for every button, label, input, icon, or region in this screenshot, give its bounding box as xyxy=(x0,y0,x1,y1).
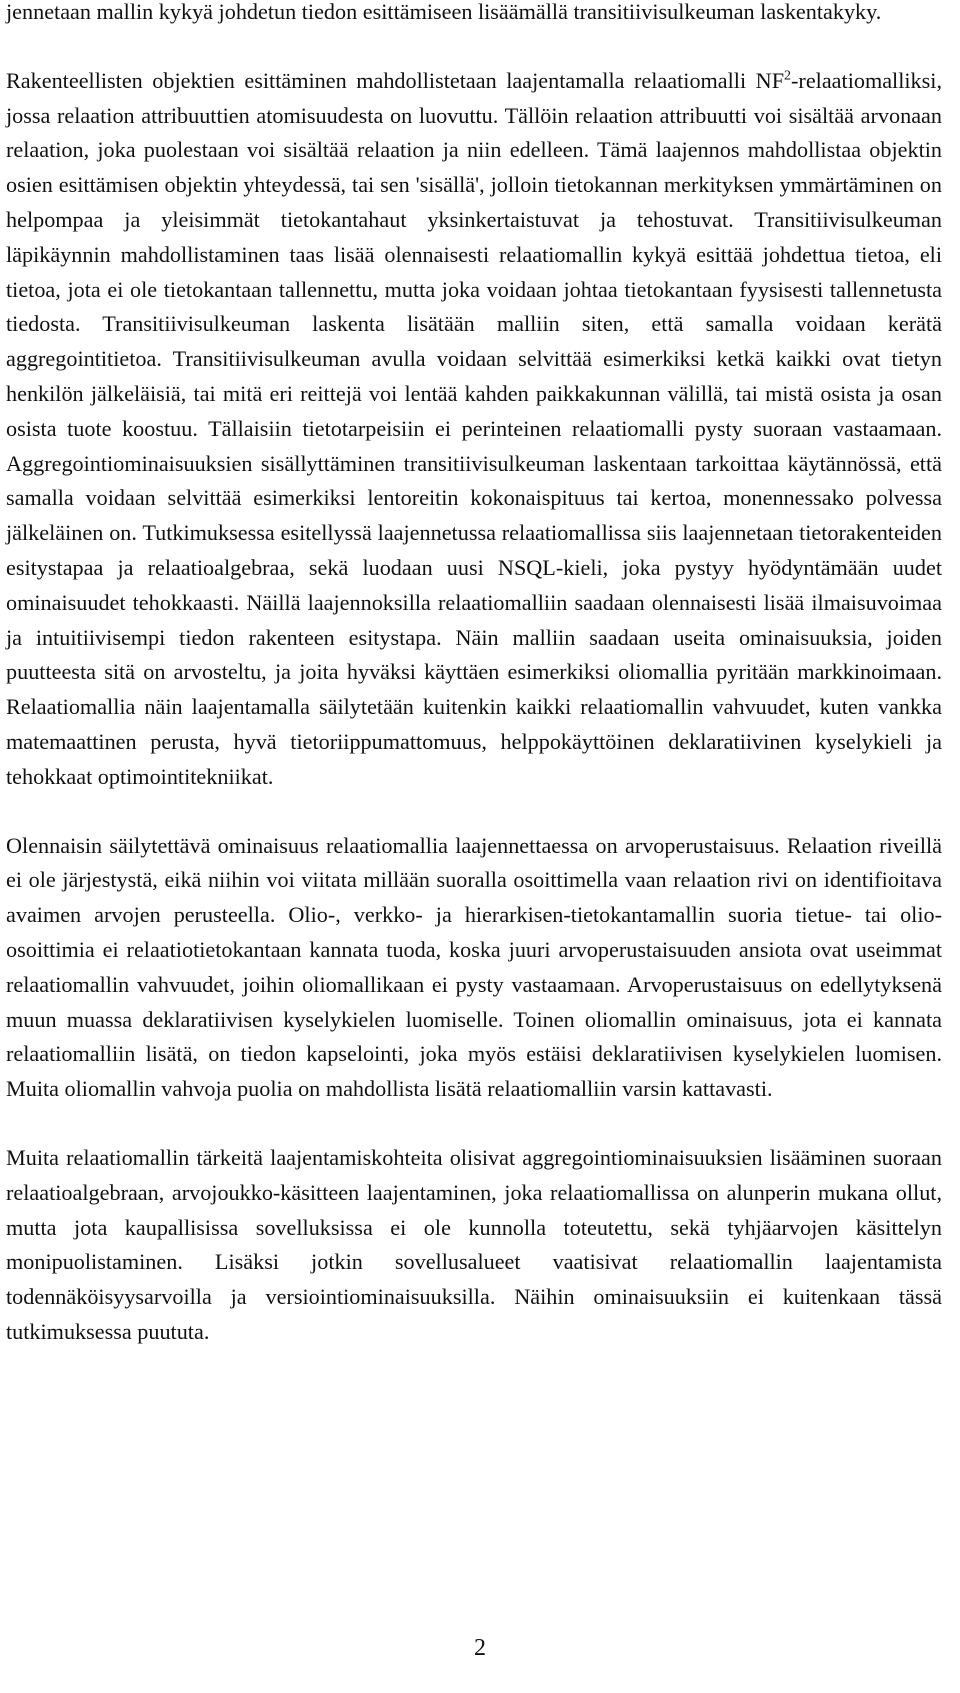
paragraph-1: jennetaan mallin kykyä johdetun tiedon esittämiseen lisäämällä transitiivisulkeuman laskentakyky. xyxy=(6,0,882,24)
paragraph-4: Muita relaatiomallin tärkeitä laajentamiskohteita olisivat aggregointiominaisuuksien lisääminen suoraan relaatioalgebraan, arvojoukko-käsitteen laajentaminen, joka relaatiomallissa on alunperin mukana ollut, mutta jota kaupallisissa sovelluksissa ei ole kunnolla toteutettu, sekä tyhjäarvojen käsittelyn monipuolistaminen. Lisäksi jotkin sovellusalueet vaatisivat relaatiomallin laajentamista todennäköisyysarvoilla ja versiointiominaisuuksilla. Näihin ominaisuuksiin ei kuitenkaan tässä tutkimuksessa puututa. xyxy=(6,1144,942,1344)
paragraph-spacer xyxy=(6,30,942,64)
page-number: 2 xyxy=(474,1635,486,1661)
paragraph-3: Olennaisin säilytettävä ominaisuus relaatiomallia laajennettaessa on arvoperustaisuus. Relaation riveillä ei ole järjestystä, eikä niihin voi viitata millään suoralla osoittimella vaan relaation rivi on identifioitava avaimen arvojen perusteella. Olio-, verkko- ja hierarkisen-tietokantamallin suoria tietue- tai olio-osoittimia ei relaatiotietokantaan kannata tuoda, koska juuri arvoperustaisuuden ansiota ovat useimmat relaatiomallin vahvuudet, joihin oliomallikaan ei pysty vastaamaan. Arvoperustaisuus on edellytyksenä muun muassa deklaratiivisen kyselykielen luomiselle. Toinen oliomallin ominaisuus, jota ei kannata relaatiomalliin lisätä, on tiedon kapselointi, joka myös estäisi deklaratiivisen kyselykielen luomisen. Muita oliomallin vahvoja puolia on mahdollista lisätä relaatiomalliin varsin kattavasti. xyxy=(6,832,942,1102)
paragraph-2-body: -relaatiomalliksi, jossa relaation attribuuttien atomisuudesta on luovuttu. Tällöin relaation attribuutti voi sisältää arvonaan relaation, joka puolestaan voi sisältää relaation ja niin edelleen. Tämä laajennos mahdollistaa objektin osien esittämisen objektin yhteydessä, tai sen 'sisällä', jolloin tietokannan merkityksen ymmärtäminen on helpompaa ja yleisimmät tietokantahaut yksinkertaistuvat ja tehostuvat. Transitiivisulkeuman läpikäynnin mahdollistaminen taas lisää olennaisesti relaatiomallin kykyä esittää johdettua tietoa, eli tietoa, jota ei ole tietokantaan tallennettu, mutta joka voidaan johtaa tietokantaan fyysisesti tallennetusta tiedosta. Transitiivisulkeuman laskenta lisätään malliin siten, että samalla voidaan kerätä aggregointitietoa. Transitiivisulkeuman avulla voidaan selvittää esimerkiksi ketkä kaikki ovat tietyn henkilön jälkeläisiä, tai mitä eri reittejä voi lentää kahden paikkakunnan välillä, tai mistä osista ja osan osista tuote koostuu. Tällaisiin tietotarpeisiin ei perinteinen relaatiomalli pysty suoraan vastaamaan. Aggregointiominaisuuksien sisällyttäminen transitiivisulkeuman laskentaan tarkoittaa käytännössä, että samalla voidaan selvittää esimerkiksi lentoreitin kokonaispituus tai kertoa, monennessako polvessa jälkeläinen on. Tutkimuksessa esitellyssä laajennetussa relaatiomallissa siis laajennetaan tietorakenteiden esitystapaa ja relaatioalgebraa, sekä luodaan uusi NSQL-kieli, joka pystyy hyödyntämään uudet ominaisuudet tehokkaasti. Näillä laajennoksilla relaatiomalliin saadaan olennaisesti lisää ilmaisuvoimaa ja intuitiivisempi tiedon rakenteen esitystapa. Näin malliin saadaan useita ominaisuuksia, joiden puutteesta sitä on arvosteltu, ja joita hyväksi käyttäen esimerkiksi oliomallia pyritään markkinoimaan. Relaatiomallia näin laajentamalla säilytetään kuitenkin kaikki relaatiomallin vahvuudet, kuten vankka matemaattinen perusta, hyvä tietoriippumattomuus, helppokäyttöinen deklaratiivinen kyselykieli ja tehokkaat optimointitekniikat. xyxy=(6,67,942,789)
document-body xyxy=(6,0,942,1350)
paragraph-2-superscript: 2 xyxy=(784,68,792,84)
paragraph-spacer xyxy=(6,795,942,829)
paragraph-2-lead: Rakenteellisten objektien esittäminen mahdollistetaan laajentamalla relaatiomalli NF xyxy=(6,67,785,93)
paragraph-2 xyxy=(6,64,942,795)
paragraph-spacer xyxy=(6,1107,942,1141)
